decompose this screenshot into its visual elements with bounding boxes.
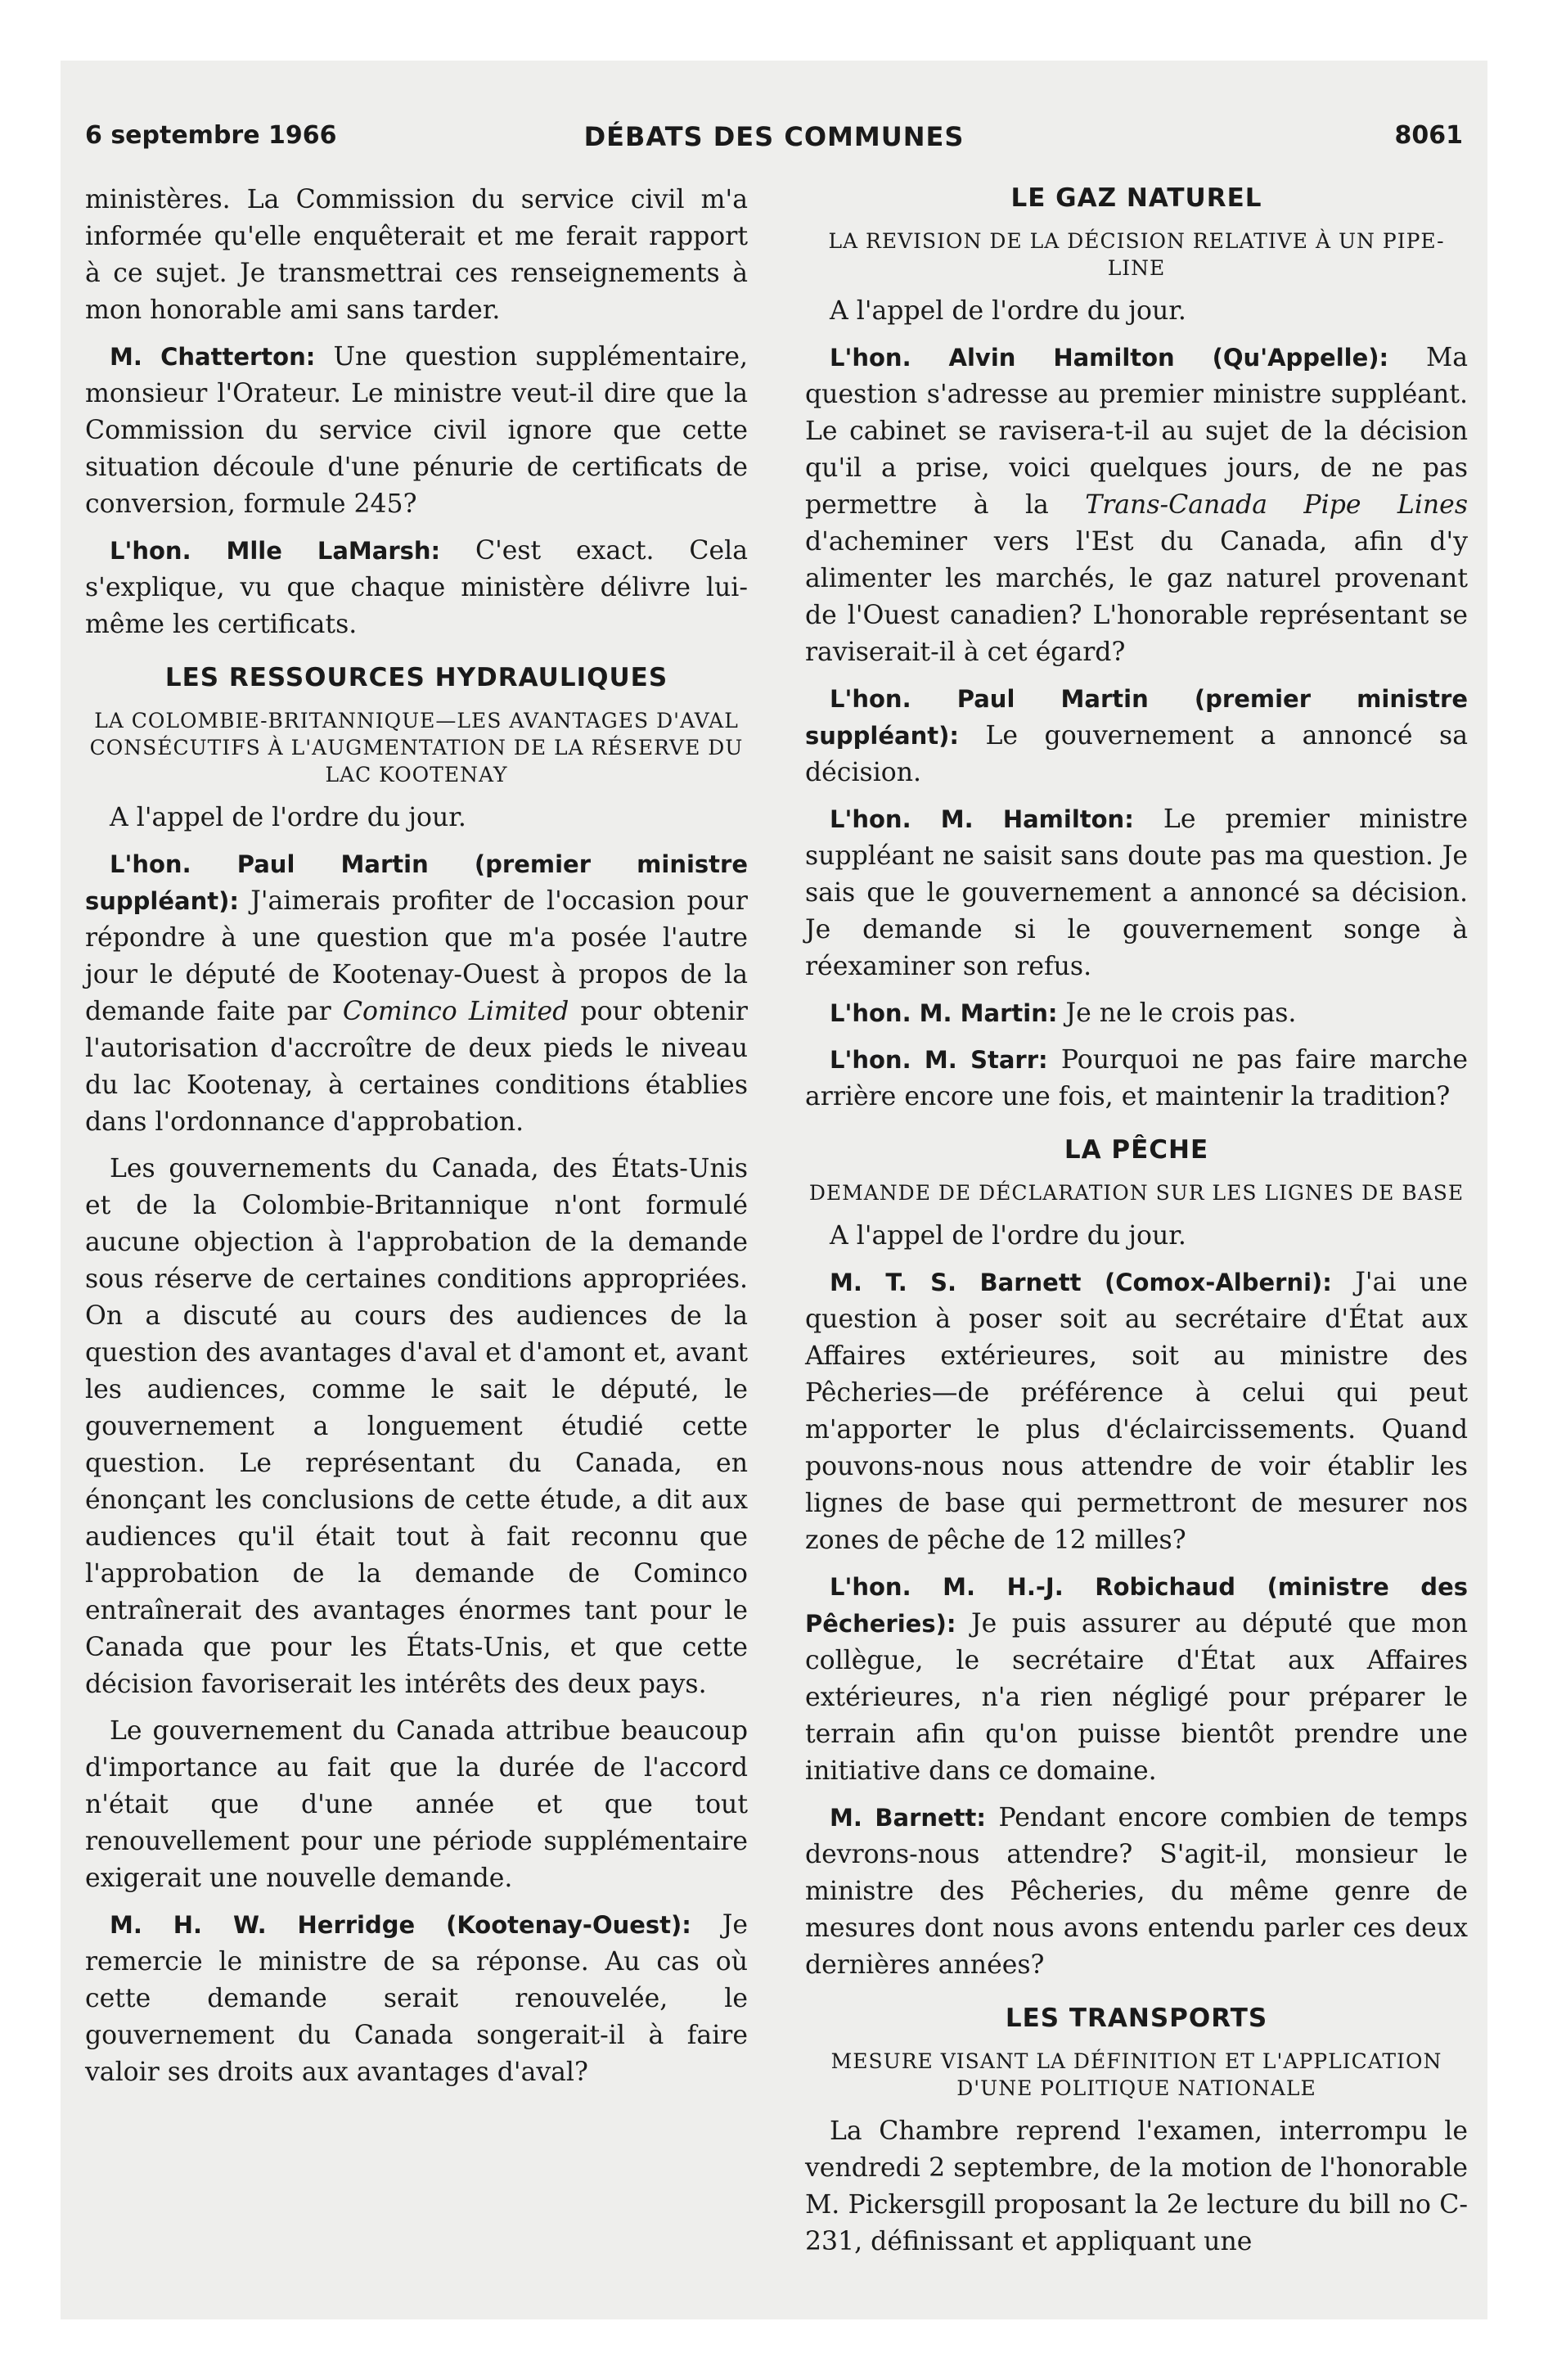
paragraph-text: J'ai une question à poser soit au secrétaire d'État aux Affaires extérieures, soit au ministre des Pêcheries—de préférence à celui qui peut m'apporter le plus d'éclaircissements. Quand pouvons-nous nous attendre de voir établir les lignes de base qui permettront de mesurer nos zones de pêche de 12 milles? [805,1268,1469,1555]
paragraph: La Chambre reprend l'examen, interrompu le vendredi 2 septembre, de la motion de l'honorable M. Pickersgill proposant la 2e lecture du bill no C-231, définissant et appliquant une [805,2116,1468,2256]
paragraph-text: Pourquoi ne pas faire marche arrière encore une fois, et maintenir la tradition? [805,1045,1468,1111]
section-subheading: MESURE VISANT LA DÉFINITION ET L'APPLICATION D'UNE POLITIQUE NATIONALE [830,2049,1442,2100]
paragraph-text: Une question supplémentaire, monsieur l'Orateur. Le ministre veut-il dire que la Commission du service civil ignore que cette situation découle d'une pénurie de certificats de conversion, formule 245? [85,342,748,519]
paragraph-text: pour obtenir l'autorisation d'accroître de deux pieds le niveau du lac Kootenay, à certaines conditions établies dans l'ordonnance d'approbation. [85,997,748,1137]
paragraph: A l'appel de l'ordre du jour. [830,296,1186,326]
section-heading: LE GAZ NATUREL [1010,183,1262,213]
header-date: 6 septembre 1966 [85,121,337,150]
paragraph-text: Je ne le crois pas. [1057,998,1297,1028]
paragraph-text: Je remercie le ministre de sa réponse. Au cas où cette demande serait renouvelée, le gouvernement du Canada songerait-il à faire valoir ses droits aux avantages d'aval? [85,1910,748,2087]
speaker-name: M. Barnett: [830,1804,987,1832]
paragraph-text: C'est exact. Cela s'explique, vu que chaque ministère délivre lui-même les certificats. [85,536,748,639]
section-heading: LA PÊCHE [1064,1135,1209,1165]
speaker-name: M. H. W. Herridge (Kootenay-Ouest): [110,1911,691,1939]
italic-text: Cominco Limited [342,997,569,1026]
paragraph [85,1907,748,2091]
paragraph-text: Je puis assurer au député que mon collègue, le secrétaire d'État aux Affaires extérieures, n'a rien négligé pour préparer le terrain afin qu'on puisse bientôt prendre une initiative dans ce domaine. [805,1609,1468,1786]
paragraph [805,1800,1468,1984]
speaker-name: L'hon. M. Hamilton: [830,805,1134,833]
speaker-name: L'hon. M. Starr: [830,1046,1048,1074]
paragraph-text: d'acheminer vers l'Est du Canada, afin d'y alimenter les marchés, le gaz naturel provenant de l'Ouest canadien? L'honorable représentant se raviserait-il à cet égard? [805,527,1468,667]
section-heading: LES RESSOURCES HYDRAULIQUES [164,663,668,692]
paragraph [805,995,1468,1032]
italic-text: Trans-Canada Pipe Lines [1085,490,1468,520]
paragraph [805,801,1468,985]
paragraph [805,1042,1468,1116]
paragraph-text: Ma question s'adresse au premier ministre suppléant. Le cabinet se ravisera-t-il au sujet de la décision qu'il a prise, voici quelques jours, de ne pas permettre à la [805,343,1468,520]
paragraph-text: Pendant encore combien de temps devrons-nous attendre? S'agit-il, monsieur le ministre des Pêcheries, du même genre de mesures dont nous avons entendu parler ces deux dernières années? [805,1803,1468,1980]
paragraph-text: Le premier ministre suppléant ne saisit sans doute pas ma question. Je sais que le gouvernement a annoncé sa décision. Je demande si le gouvernement songe à réexaminer son refus. [805,805,1469,981]
speaker-name: L'hon. M. H.-J. Robichaud (ministre des Pêcheries): [805,1573,1468,1638]
speaker-name: L'hon. Paul Martin (premier ministre suppléant): [805,685,1468,750]
paragraph: A l'appel de l'ordre du jour. [110,803,466,832]
paragraph [85,533,748,643]
paragraph: Le gouvernement du Canada attribue beaucoup d'importance au fait que la durée de l'accord n'était que d'une année et que tout renouvellement pour une période supplémentaire exigerait une nouvelle demande. [85,1716,748,1893]
left-column [85,182,748,2101]
header-page-number: 8061 [1394,121,1463,150]
speaker-name: M. T. S. Barnett (Comox-Alberni): [830,1269,1332,1296]
right-column [805,182,1468,2270]
speaker-name: M. Chatterton: [110,343,316,371]
paragraph: A l'appel de l'ordre du jour. [830,1221,1186,1251]
header-title: DÉBATS DES COMMUNES [583,121,965,152]
section-subheading: LA COLOMBIE-BRITANNIQUE—LES AVANTAGES D'AVAL CONSÉCUTIFS À L'AUGMENTATION DE LA RÉSERVE DU LAC KOOTENAY [89,709,744,787]
section-subheading: DEMANDE DE DÉCLARATION SUR LES LIGNES DE BASE [808,1181,1465,1205]
document-page [61,61,1487,2319]
speaker-name: L'hon. Paul Martin (premier ministre suppléant): [85,850,748,915]
paragraph: ministères. La Commission du service civil m'a informée qu'elle enquêterait et me ferait rapport à ce sujet. Je transmettrai ces renseignements à mon honorable ami sans tarder. [85,185,748,325]
paragraph [805,340,1468,671]
paragraph-text: Le gouvernement a annoncé sa décision. [805,721,1468,787]
paragraph [85,339,748,523]
paragraph [85,846,748,1141]
speaker-name: L'hon. M. Martin: [830,999,1058,1027]
paragraph [805,1569,1468,1790]
paragraph [805,1264,1468,1559]
section-heading: LES TRANSPORTS [1005,2004,1268,2033]
speaker-name: L'hon. Alvin Hamilton (Qu'Appelle): [830,344,1389,372]
section-subheading: LA REVISION DE LA DÉCISION RELATIVE À UN PIPE-LINE [828,229,1445,280]
speaker-name: L'hon. Mlle LaMarsh: [110,537,441,565]
paragraph-text: J'aimerais profiter de l'occasion pour répondre à une question que m'a posée l'autre jour le député de Kootenay-Ouest à propos de la demande faite par [85,886,748,1026]
paragraph [805,681,1468,791]
page-header [85,121,1463,162]
paragraph: Les gouvernements du Canada, des États-Unis et de la Colombie-Britannique n'ont formulé aucune objection à l'approbation de la demande sous réserve de certaines conditions appropriées. On a discuté au cours des audiences de la question des avantages d'aval et d'amont et, avant les audiences, comme le sait le député, le gouvernement a longuement étudié cette question. Le représentant du Canada, en énonçant les conclusions de cette étude, a dit aux audiences qu'il était tout à fait reconnu que l'approbation de la demande de Cominco entraînerait des avantages énormes tant pour le Canada que pour les États-Unis, et que cette décision favoriserait les intérêts des deux pays. [85,1154,748,1699]
